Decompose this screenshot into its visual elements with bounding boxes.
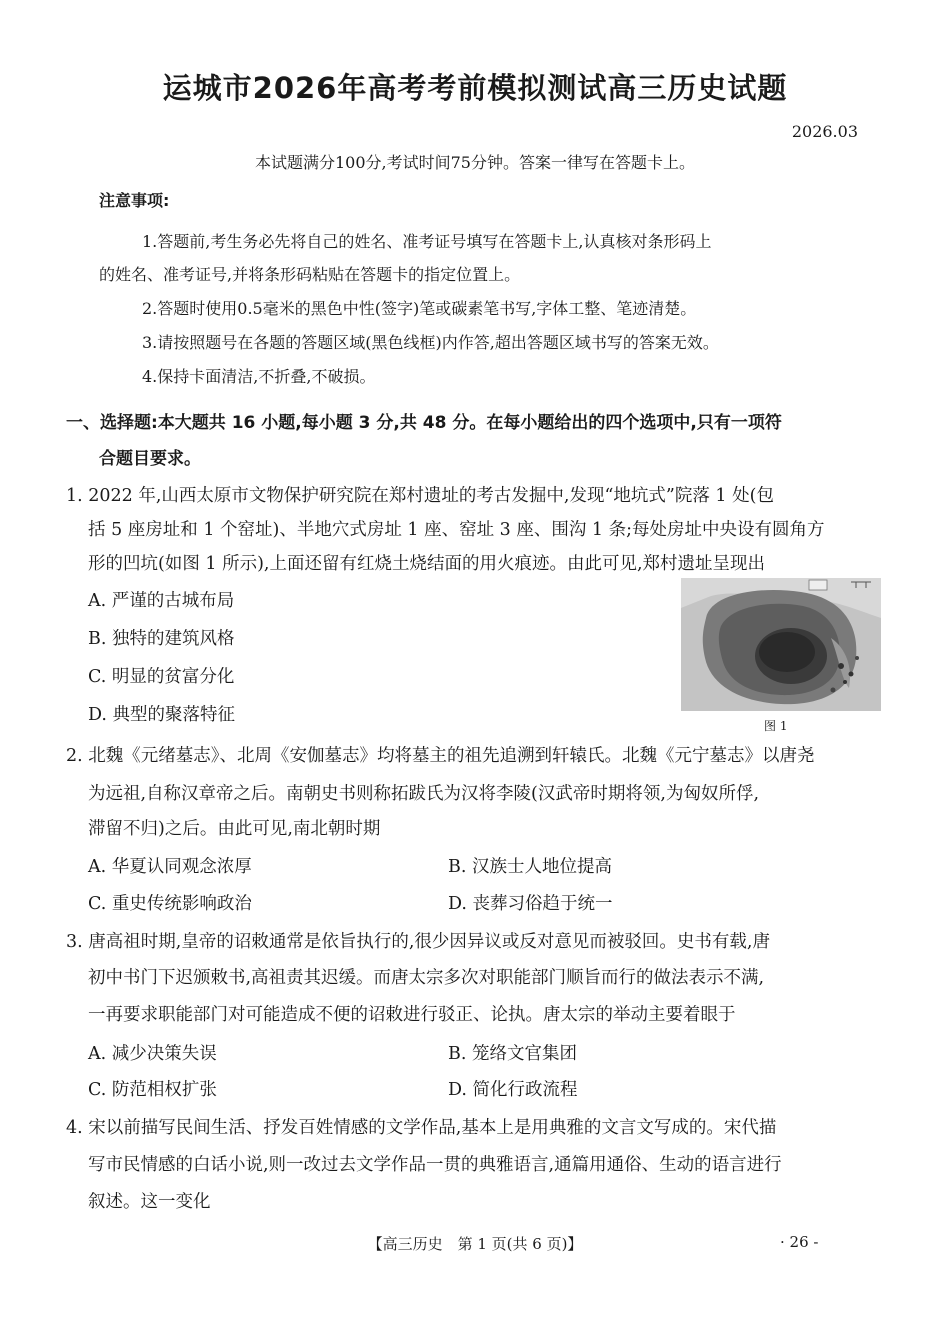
question-2-line-3: 滞留不归)之后。由此可见,南北朝时期 — [88, 819, 381, 839]
question-4-line-1: 4. 宋以前描写民间生活、抒发百姓情感的文学作品,基本上是用典雅的文言文写成的。宋代描 — [66, 1118, 777, 1138]
excavation-pit-illustration — [681, 578, 881, 711]
question-2-option-c: C. 重史传统影响政治 — [88, 894, 252, 914]
excavation-pit-photo — [681, 578, 881, 711]
question-3-option-d: D. 简化行政流程 — [448, 1080, 578, 1100]
exam-intro: 本试题满分100分,考试时间75分钟。答案一律写在答题卡上。 — [255, 153, 695, 172]
question-3-option-c: C. 防范相权扩张 — [88, 1080, 217, 1100]
question-4-line-3: 叙述。这一变化 — [88, 1192, 211, 1212]
notice-item-1-line-2: 的姓名、准考证号,并将条形码粘贴在答题卡的指定位置上。 — [99, 265, 521, 284]
question-3-line-1: 3. 唐高祖时期,皇帝的诏敕通常是依旨执行的,很少因异议或反对意见而被驳回。史书有载,唐 — [66, 932, 770, 952]
question-1-line-3: 形的凹坑(如图 1 所示),上面还留有红烧土烧结面的用火痕迹。由此可见,郑村遗址呈现出 — [88, 554, 766, 574]
question-2-option-a: A. 华夏认同观念浓厚 — [88, 857, 252, 877]
section-1-heading-line-2: 合题目要求。 — [99, 449, 201, 469]
notice-heading: 注意事项: — [99, 191, 170, 210]
question-3-line-2: 初中书门下迟颁敕书,高祖责其迟缓。而唐太宗多次对职能部门顺旨而行的做法表示不满, — [88, 968, 765, 988]
notice-item-4: 4.保持卡面清洁,不折叠,不破损。 — [142, 367, 376, 386]
page-footer: 【高三历史 第 1 页(共 6 页)】 — [367, 1235, 583, 1253]
section-1-heading-line-1: 一、选择题:本大题共 16 小题,每小题 3 分,共 48 分。在每小题给出的四个选项中,只有一项符 — [66, 413, 782, 433]
question-4-line-2: 写市民情感的白话小说,则一改过去文学作品一贯的典雅语言,通篇用通俗、生动的语言进行 — [88, 1155, 782, 1175]
question-3-option-b: B. 笼络文官集团 — [448, 1044, 577, 1064]
notice-item-2: 2.答题时使用0.5毫米的黑色中性(签字)笔或碳素笔书写,字体工整、笔迹清楚。 — [142, 299, 697, 318]
exam-date: 2026.03 — [791, 122, 858, 141]
notice-item-1-line-1: 1.答题前,考生务必先将自己的姓名、准考证号填写在答题卡上,认真核对条形码上 — [142, 232, 712, 251]
notice-item-3: 3.请按照题号在各题的答题区域(黑色线框)内作答,超出答题区域书写的答案无效。 — [142, 333, 719, 352]
question-1-line-1: 1. 2022 年,山西太原市文物保护研究院在郑村遗址的考古发掘中,发现“地坑式”院落 1 处(包 — [66, 486, 774, 506]
question-2-option-d: D. 丧葬习俗趋于统一 — [448, 894, 613, 914]
question-1-option-a: A. 严谨的古城布局 — [88, 591, 235, 611]
figure-1-caption: 图 1 — [764, 719, 788, 733]
question-1-line-2: 括 5 座房址和 1 个窑址)、半地穴式房址 1 座、窑址 3 座、围沟 1 条;每处房址中央设有圆角方 — [88, 520, 825, 540]
question-2-line-2: 为远祖,自称汉章帝之后。南朝史书则称拓跋氏为汉将李陵(汉武帝时期将领,为匈奴所俘, — [88, 784, 760, 804]
question-1-option-b: B. 独特的建筑风格 — [88, 629, 235, 649]
question-2-line-1: 2. 北魏《元绪墓志》、北周《安伽墓志》均将墓主的祖先追溯到轩辕氏。北魏《元宁墓志》以唐尧 — [66, 746, 815, 766]
question-2-option-b: B. 汉族士人地位提高 — [448, 857, 612, 877]
question-1-option-d: D. 典型的聚落特征 — [88, 705, 236, 725]
exam-title: 运城市2026年高考考前模拟测试高三历史试题 — [162, 71, 788, 105]
question-3-line-3: 一再要求职能部门对可能造成不便的诏敕进行驳正、论执。唐太宗的举动主要着眼于 — [88, 1005, 736, 1025]
page-code: · 26 - — [780, 1233, 819, 1251]
question-3-option-a: A. 减少决策失误 — [88, 1044, 217, 1064]
question-1-option-c: C. 明显的贫富分化 — [88, 667, 235, 687]
